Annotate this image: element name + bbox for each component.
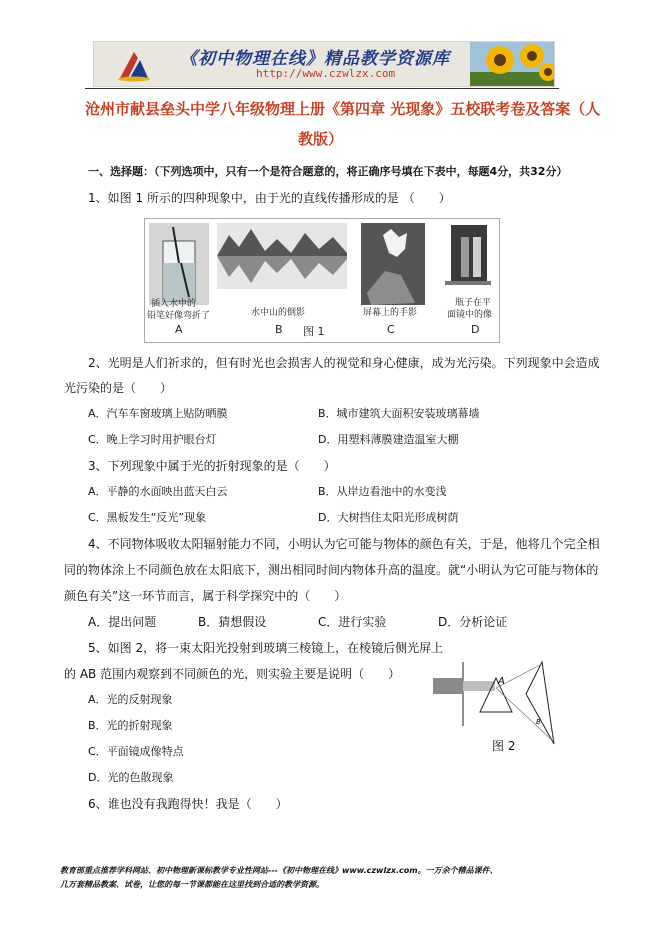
question-3: 3、下列现象中属于光的折射现象的是（ ） <box>88 459 336 473</box>
caption-a-line1: 插入水中的 <box>151 299 197 309</box>
header-banner <box>93 41 555 87</box>
q4-option-b: B．猜想假设 <box>198 615 267 629</box>
question-4-line3: 颜色有关”这一环节而言，属于科学探究中的（ ） <box>64 589 347 603</box>
label-a: A <box>175 323 183 336</box>
section-heading: 一、选择题：（下列选项中，只有一个是符合题意的，将正确序号填在下表中，每题4分，共32分） <box>88 165 568 178</box>
footer <box>60 864 498 892</box>
caption-a-line2: 铅笔好像弯折了 <box>147 311 211 321</box>
question-6: 6、谁也没有我跑得快！我是（ ） <box>88 797 288 811</box>
q3-option-c: C．黑板发生“反光”现象 <box>88 511 207 524</box>
q3-option-a: A．平静的水面映出蓝天白云 <box>88 485 228 498</box>
caption-d-line1: 瓶子在平 <box>455 298 492 308</box>
mirror-bottle-image <box>441 223 495 289</box>
sunflower-image <box>470 42 554 86</box>
figure-1-label: 图 1 <box>303 325 325 338</box>
caption-b: 水中山的倒影 <box>251 308 306 318</box>
footer-line1: 教育部重点推荐学科网站、初中物理新课标教学专业性网站---《初中物理在线》www.czwlzx.com。一万余个精品课件、 <box>60 866 498 875</box>
point-a-label: A <box>498 676 505 687</box>
question-1: 1、如图 1 所示的四种现象中，由于光的直线传播形成的是 （ ） <box>88 191 451 205</box>
q5-option-a: A．光的反射现象 <box>88 693 173 706</box>
doc-title-line2: 教版） <box>298 130 344 148</box>
doc-title-line1: 沧州市献县垒头中学八年级物理上册《第四章 光现象》五校联考卷及答案（人 <box>85 100 601 118</box>
caption-d-line2: 面镜中的像 <box>447 310 493 320</box>
caption-c: 屏幕上的手影 <box>363 308 418 318</box>
q5-option-b: B．光的折射现象 <box>88 719 173 732</box>
point-b-label: B <box>536 718 541 726</box>
label-b: B <box>275 323 283 336</box>
question-2-line2: 光污染的是（ ） <box>64 381 173 395</box>
question-4-line1: 4、不同物体吸收太阳辐射能力不同，小明认为它可能与物体的颜色有关，于是，他将几个完全相 <box>88 537 600 551</box>
q3-option-d: D．大树挡住太阳光形成树荫 <box>318 511 459 524</box>
question-4-line2: 同的物体涂上不同颜色放在太阳底下，测出相同时间内物体升高的温度。就“小明认为它可能与物体的 <box>64 563 599 577</box>
q4-option-c: C．进行实验 <box>318 615 387 629</box>
figure-1 <box>144 218 500 343</box>
question-5-line1: 5、如图 2，将一束太阳光投射到玻璃三棱镜上，在棱镜后侧光屏上 <box>88 641 444 655</box>
q4-option-d: D．分析论证 <box>438 615 508 629</box>
header-divider <box>85 88 559 89</box>
q2-option-d: D．用塑料薄膜建造温室大棚 <box>318 433 459 446</box>
q4-option-a: A．提出问题 <box>88 615 157 629</box>
pencil-in-water-image <box>149 223 209 305</box>
footer-line2: 几万套精品教案、试卷，让您的每一节课都能在这里找到合适的教学资源。 <box>60 880 324 889</box>
question-2-line1: 2、光明是人们祈求的，但有时光也会损害人的视觉和身心健康，成为光污染。下列现象中会造成 <box>88 356 600 370</box>
question-5-line2: 的 AB 范围内观察到不同颜色的光，则实验主要是说明（ ） <box>64 667 401 681</box>
q2-option-a: A．汽车车窗玻璃上贴防晒膜 <box>88 407 228 420</box>
q5-option-d: D．光的色散现象 <box>88 771 174 784</box>
hand-shadow-image <box>361 223 425 305</box>
figure-2-label: 图 2 <box>492 739 516 753</box>
q5-option-c: C．平面镜成像特点 <box>88 745 184 758</box>
site-logo-icon <box>116 48 152 82</box>
banner-url[interactable]: http://www.czwlzx.com <box>256 67 396 80</box>
q3-option-b: B．从岸边看池中的水变浅 <box>318 485 447 498</box>
figure-2 <box>430 658 570 758</box>
q2-option-b: B．城市建筑大面积安装玻璃幕墙 <box>318 407 480 420</box>
mountain-reflection-image <box>217 223 347 289</box>
banner-title: 《初中物理在线》精品教学资源库 <box>180 49 450 69</box>
q2-option-c: C．晚上学习时用护眼台灯 <box>88 433 217 446</box>
label-c: C <box>387 323 395 336</box>
label-d: D <box>471 323 480 336</box>
